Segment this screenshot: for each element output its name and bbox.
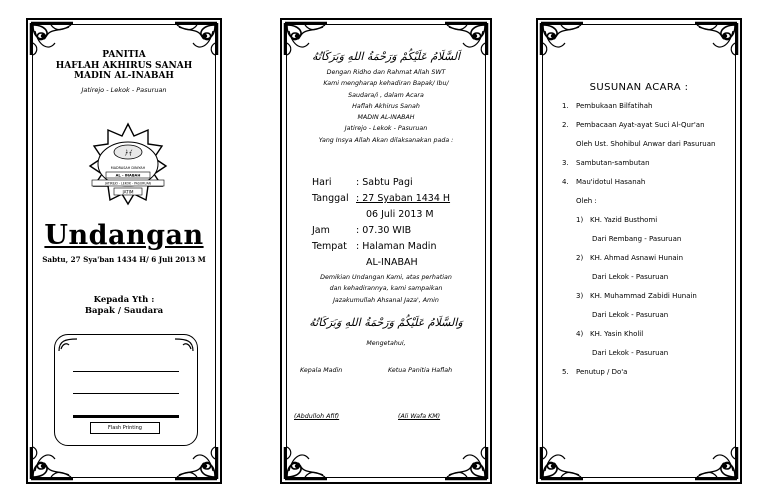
corner-ornament-icon [443,445,489,481]
salam-closing: وَالسَّلَامُ عَلَيْكُمْ وَرَحْمَةُ اللهِ وَبَرَكَاتُهُ [309,316,463,329]
agenda-item: 4. Mau'idotul Hasanah [562,178,646,186]
agenda-item: Dari Lekok - Pasuruan [592,311,669,319]
logo-top-text: MADRASAH DINIYAH [110,166,146,170]
agenda-item: 2) KH. Ahmad Asnawi Hunain [576,254,684,262]
corner-ornament-icon [173,445,219,481]
agenda-item: 5. Penutup / Do'a [562,368,628,376]
svg-text:﴿﴾: ﴿﴾ [123,149,133,157]
detail-row-day: Hari : Sabtu Pagi [312,177,413,188]
invitation-details-panel [280,18,492,484]
address-line: Jatirejo - Lekok - Pasuruan [81,86,167,94]
box-ornament-icon [57,337,79,353]
corner-ornament-icon [283,445,329,481]
agenda-title: SUSUNAN ACARA : [589,82,689,93]
printer-label: Flash Printing [90,422,160,434]
address-line-blank [73,415,179,418]
corner-ornament-icon [693,445,739,481]
corner-ornament-icon [539,445,585,481]
detail-row-date: Tanggal : 27 Syaban 1434 H [312,193,451,204]
corner-ornament-icon [539,21,585,57]
box-ornament-icon [173,337,195,353]
address-line-blank [73,371,179,372]
signer-right-name: (Ali Wafa KM) [398,413,441,420]
closing-paragraph: Demikian Undangan Kami, atas perhatian dan kehadirannya, kami sampaikan Jazakumullah Ahsanal Jaza', Amin [320,274,452,304]
madrasah-logo-icon [86,122,170,206]
cover-panel [26,18,222,484]
agenda-item: 3) KH. Muhammad Zabidi Hunain [576,292,697,300]
logo-bottom-text: JATIREJO - LEKOK - PASURUAN [104,181,152,186]
address-line-blank [73,393,179,394]
agenda-item: Oleh Ust. Shohibul Anwar dari Pasuruan [576,140,716,148]
agenda-item: Dari Lekok - Pasuruan [592,349,669,357]
agenda-item: 1. Pembukaan Bilfatihah [562,102,653,110]
intro-paragraph: Dengan Ridho dan Rahmat Allah SWT Kami mengharap kehadiran Bapak/ Ibu/ Saudara/i , dalam Acara Haflah Akhirus Sanah MADIN AL-INABAH Jatirejo - Lekok - Pasuruan Yang Insya Allah Akan dilaksanakan pada : [318,69,454,144]
event-date: Sabtu, 27 Sya'ban 1434 H/ 6 Juli 2013 M [42,255,206,264]
agenda-item: Dari Lekok - Pasuruan [592,273,669,281]
signer-right-title: Ketua Panitia Haflah [388,367,453,374]
agenda-panel [536,18,742,484]
corner-ornament-icon [29,445,75,481]
mengetahui-label: Mengetahui, [366,340,406,347]
salam-opening: اَلسَّلَامُ عَلَيْكُمْ وَرَحْمَةُ اللهِ وَبَرَكَاتُهُ [311,50,461,63]
detail-row-date-gregorian: 06 Juli 2013 M [366,209,434,220]
agenda-item: 3. Sambutan-sambutan [562,159,650,167]
logo-region-text: JATIM [122,189,134,195]
agenda-item: 1) KH. Yazid Busthomi [576,216,658,224]
detail-row-place: Tempat : Halaman Madin [312,241,437,252]
signer-left-title: Kepala Madin [300,367,343,374]
agenda-item: Dari Rembang - Pasuruan [592,235,682,243]
agenda-item: Oleh : [576,197,597,205]
detail-row-place-name: AL-INABAH [366,257,418,268]
detail-row-time: Jam : 07.30 WIB [312,225,412,236]
addressee-block: Kepada Yth : Bapak / Saudara [84,295,164,316]
logo-ribbon-text: AL - INABAH [115,173,141,178]
committee-title: PANITIA HAFLAH AKHIRUS SANAH MADIN AL-INABAH [55,50,193,81]
invitation-heading: Undangan [44,220,204,251]
corner-ornament-icon [693,21,739,57]
agenda-item: 4) KH. Yasin Kholil [576,330,644,338]
signer-left-name: (Abdulloh Afif) [294,413,340,420]
agenda-item: 2. Pembacaan Ayat-ayat Suci Al-Qur'an [562,121,705,129]
